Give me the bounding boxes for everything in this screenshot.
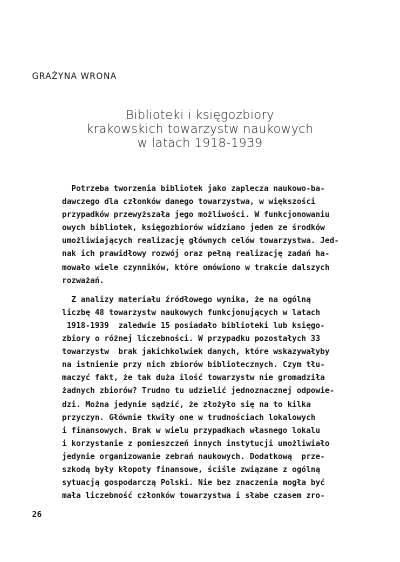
title-line: w latach 1918-1939 xyxy=(137,136,263,150)
paragraph-2-line: sytuacją gospodarczą Polski. Nie bez znaczenia mogła być xyxy=(62,478,325,488)
paragraph-2-line: towarzystw brak jakichkolwiek danych, które wskazywałyby xyxy=(62,347,330,357)
paragraph-1-line: dawczego dla członków danego towarzystwa, w większości xyxy=(62,197,316,207)
paragraph-1-line: nak ich prawidłowy rozwój oraz pełną realizację zadań ha- xyxy=(62,249,330,259)
paragraph-2-line: szkodą były kłopoty finansowe, ściśle związane z ogólną xyxy=(62,464,321,474)
author-name: GRAŻYNA WRONA xyxy=(32,72,117,82)
paragraph-2-line: przyczyn. Głównie tkwiły one w trudnościach lokalowych xyxy=(62,412,316,422)
paragraph-2-line: i korzystanie z pomieszczeń innych instytucji umożliwiało xyxy=(62,438,330,448)
paragraph-2-line: i finansowych. Brak w wielu przypadkach własnego lokalu xyxy=(62,425,321,435)
article-title xyxy=(0,108,400,150)
paragraph-1-line: owych bibliotek, księgozbiorów widziano jeden ze środków xyxy=(62,223,325,233)
paragraph-2-line: liczbę 48 towarzystw naukowych funkcjonujących w latach xyxy=(62,307,321,317)
paragraph-2-line: maczyć fakt, że tak duża ilość towarzystw nie gromadziła xyxy=(62,373,325,383)
paragraph-2-line: jedynie organizowanie zebrań naukowych. Dodatkową prze- xyxy=(62,451,325,461)
article-body xyxy=(62,182,380,502)
paragraph-2-line: Z analizy materiału źródłowego wynika, że na ogólną xyxy=(62,294,311,304)
paragraph-1-line: Potrzeba tworzenia bibliotek jako zaplecza naukowo-ba- xyxy=(62,184,325,193)
title-line: krakowskich towarzystw naukowych xyxy=(86,122,314,136)
paragraph-2-line: na istnienie przy nich zbiorów bibliotecznych. Czym tłu- xyxy=(62,360,325,370)
paragraph-2-line: zbiory o różnej liczebności. W przypadku pozostałych 33 xyxy=(62,334,321,344)
paragraph-1-line: umożliwiających realizację głównych celów towarzystwa. Jed- xyxy=(62,236,339,246)
page-number: 26 xyxy=(32,510,42,519)
title-line: Biblioteki i księgozbiory xyxy=(125,108,275,122)
paragraph-2-line: 1918-1939 zaledwie 15 posiadało biblioteki lub księgo- xyxy=(62,320,325,330)
paragraph-1-line: rozważań. xyxy=(62,275,105,285)
paragraph-1-line: mowało wiele czynników, które omówiono w trakcie dalszych xyxy=(62,262,330,272)
paragraph-2-line: mała liczebność członków towarzystwa i słabe czasem zro- xyxy=(62,491,325,501)
paragraph-2-line: dzi. Można jedynie sądzić, że złożyło się na to kilka xyxy=(62,399,311,409)
paragraph-1-line: przypadków przewyższała jego możliwości. W funkcjonowaniu xyxy=(62,210,330,220)
paragraph-2-line: żadnych zbiorów? Trudno tu udzielić jednoznacznej odpowie- xyxy=(62,386,335,396)
